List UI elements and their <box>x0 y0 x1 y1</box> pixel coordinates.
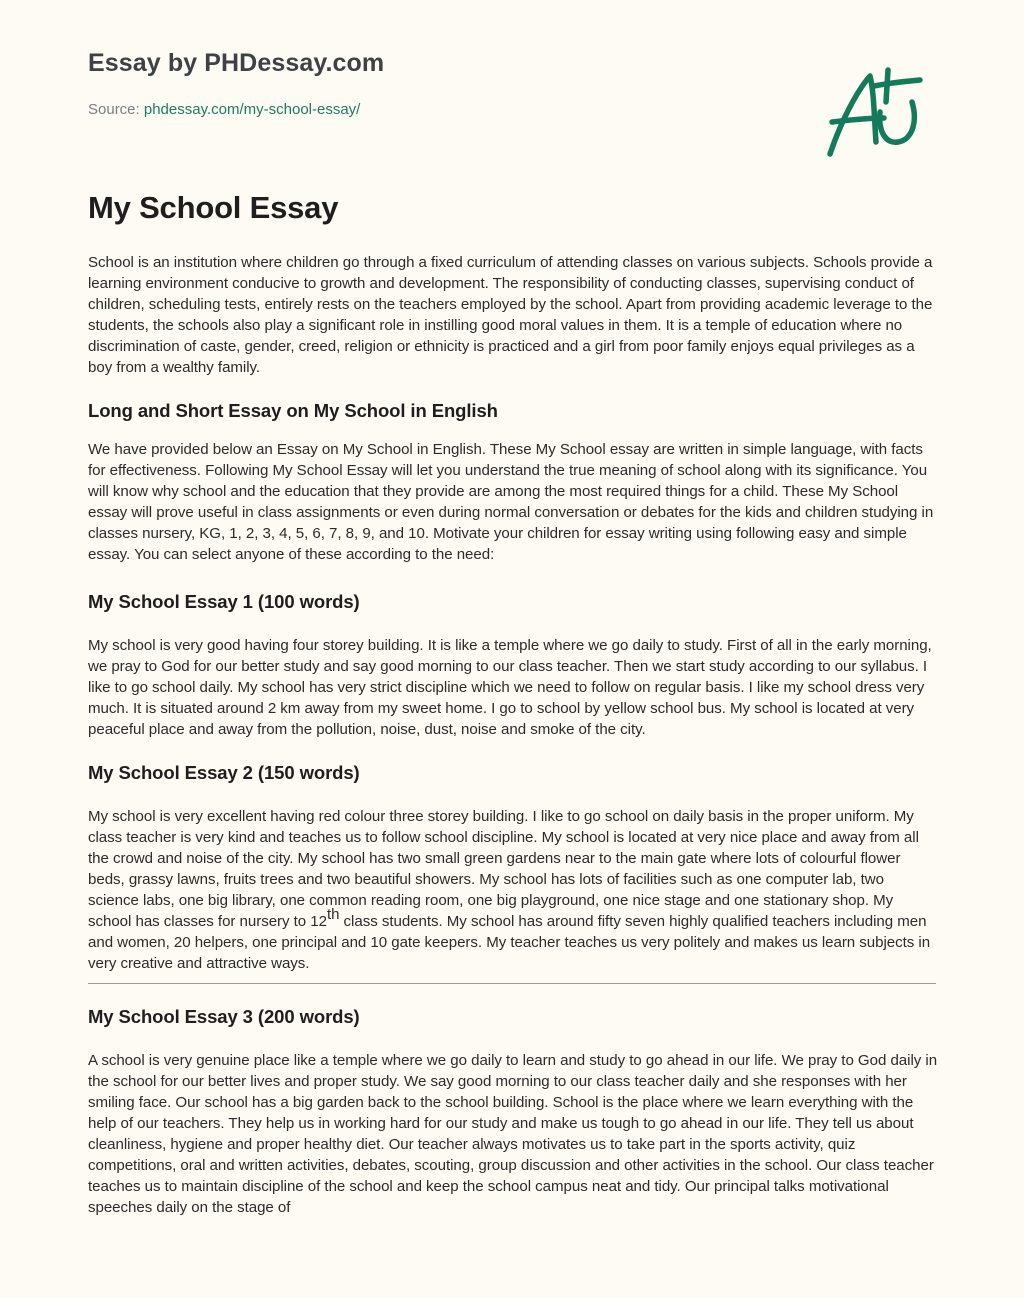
essay-2-text-before: My school is very excellent having red colour three storey building. I like to go school on daily basis in the proper uniform. My class teacher is very kind and teaches us to follow school discipline. My school is located at very nice place and away from all the crowd and noise of the city. My school has two small green gardens near to the main gate where lots of colourful flower beds, grassy lawns, fruits trees and two beautiful showers. My school has lots of facilities such as one computer lab, two science labs, one big library, one common reading room, one big playground, one nice stage and one stationary shop. My school has classes for nursery to 12 <box>88 808 919 930</box>
section-intro-paragraph: We have provided below an Essay on My School in English. These My School essay are written in simple language, with facts for effectiveness. Following My School Essay will let you understand the true meaning of school along with its significance. You will know why school and the education that they provide are among the most required things for a child. These My School essay will prove useful in class assignments or even during normal conversation or debates for the kids and children studying in classes nursery, KG, 1, 2, 3, 4, 5, 6, 7, 8, 9, and 10. Motivate your children for essay writing using following easy and simple essay. You can select anyone of these according to the need: <box>88 441 934 563</box>
intro-paragraph: School is an institution where children go through a fixed curriculum of attending classes on various subjects. Schools provide a learning environment conducive to growth and development. The responsibility of conducting classes, supervising conduct of children, scheduling tests, entirely rests on the teachers employed by the school. Apart from providing academic leverage to the students, the schools also play a significant role in instilling good moral values in them. It is a temple of education where no discrimination of caste, gender, creed, religion or ethnicity is practiced and a girl from poor family enjoys equal privileges as a boy from a wealthy family. <box>88 254 933 376</box>
essay-2-heading: My School Essay 2 (150 words) <box>88 762 360 783</box>
essay-2-paragraph <box>88 806 938 974</box>
site-title: Essay by PHDessay.com <box>88 49 385 77</box>
logo-letter-a-stroke <box>830 76 876 154</box>
source-line <box>88 101 360 118</box>
source-label: Source: <box>88 101 140 118</box>
essay-1-paragraph: My school is very good having four storey building. It is like a temple where we go daily to study. First of all in the early morning, we pray to God for our better study and say good morning to our class teacher. Then we start study according to our syllabus. I like to go school daily. My school has very strict discipline which we need to follow on regular basis. I like my school dress very much. It is situated around 2 km away from my sweet home. I go to school by yellow school bus. My school is located at very peaceful place and away from the pollution, noise, dust, noise and smoke of the city. <box>88 637 932 738</box>
section-divider <box>88 983 936 984</box>
source-link[interactable]: phdessay.com/my-school-essay/ <box>143 101 361 118</box>
essay-3-heading: My School Essay 3 (200 words) <box>88 1006 360 1027</box>
section-heading: Long and Short Essay on My School in English <box>88 400 498 421</box>
article-body <box>88 252 938 1218</box>
essay-3-paragraph: A school is very genuine place like a temple where we go daily to learn and study to go ahead in our life. We pray to God daily in the school for our better lives and proper study. We say good morning to our class teacher daily and she responses with her smiling face. Our school has a big garden back to the school building. School is the place where we learn everything with the help of our teachers. They help us in working hard for our study and make us tough to go ahead in our life. They tell us about cleanliness, hygiene and proper healthy diet. Our teacher always motivates us to take part in the sports activity, quiz competitions, oral and written activities, debates, scouting, group discussion and other activities in the school. Our class teacher teaches us to maintain discipline of the school and keep the school campus neat and tidy. Our principal talks motivational speeches daily on the stage of <box>88 1052 938 1216</box>
a-plus-grade-icon <box>822 62 932 162</box>
essay-2-text-after: class students. My school has around fifty seven highly qualified teachers including men and women, 20 helpers, one principal and 10 gate keepers. My teacher teaches us very politely and makes us learn subjects in very creative and attractive ways. <box>88 913 931 972</box>
essay-1-heading: My School Essay 1 (100 words) <box>88 591 360 612</box>
logo-plus-horizontal <box>874 80 920 86</box>
logo-swoosh <box>880 102 915 142</box>
page-title: My School Essay <box>88 190 339 225</box>
ordinal-suffix: th <box>326 906 340 923</box>
